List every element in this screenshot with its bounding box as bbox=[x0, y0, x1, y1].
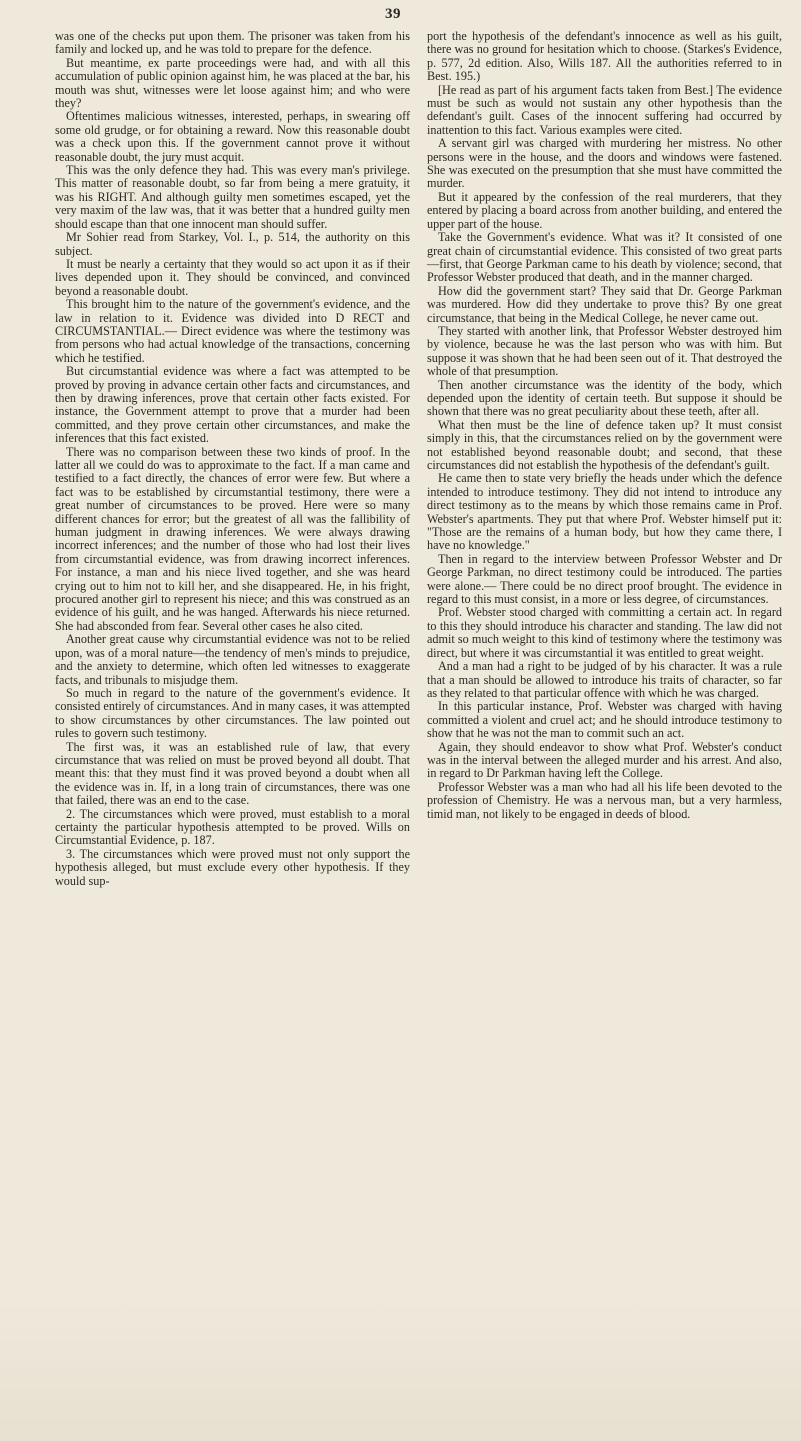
paragraph: How did the government start? They said that Dr. George Parkman was murdered. How did they undertake to prove this? By one great circumstance, that being in the Medical College, he never came out. bbox=[427, 283, 782, 325]
paragraph: The first was, it was an established rule of law, that every circumstance that was relied on must be proved beyond all doubt. That meant this: that they must find it was proved beyond a doubt when all the evidence was in. If, in a long train of circumstances, there was one that failed, there was an end to the case. bbox=[55, 739, 410, 808]
paragraph: There was no comparison between these two kinds of proof. In the latter all we could do was to approximate to the fact. If a man came and testified to a fact directly, the chances of error were few. But where a fact was to be established by circumstantial testimony, there were a great number of circumstances to be proved. Here were so many different chances for error; but the greatest of all was the fallibility of human judgment in drawing inferences. We were always drawing incorrect inferences; and the number of those who had lost their lives from circumstantial evidence, was from drawing incorrect inferences. For instance, a man and his niece lived together, and she was heard crying out to him not to kill her, and she disappeared. He, in his fright, procured another girl to represent his niece; and this was construed as an evidence of his guilt, and he was hanged. Afterwards his niece returned. She had absconded from fear. Several other cases he also cited. bbox=[55, 444, 410, 633]
paragraph: He came then to state very briefly the heads under which the defence intended to introduce testimony. They did not intend to introduce any direct testimony as to the means by which those remains came in Prof. Webster's apartments. They put that where Prof. Webster himself put it: "Those are the remains of a human body, but how they came there, I have no knowledge." bbox=[427, 471, 782, 553]
right-text-column bbox=[427, 30, 782, 821]
paragraph: It must be nearly a certainty that they would so act upon it as if their lives depended upon it. They should be convinced, and convinced beyond a reasonable doubt. bbox=[55, 256, 410, 298]
paragraph: And a man had a right to be judged of by his character. It was a rule that a man should be allowed to introduce his traits of character, so far as they related to that particular offence with which he was charged. bbox=[427, 659, 782, 700]
paragraph: A servant girl was charged with murdering her mistress. No other persons were in the house, and the doors and windows were fastened. She was executed on the presumption that she must have committed the murder. bbox=[427, 136, 782, 191]
paragraph: port the hypothesis of the defendant's innocence as well as his guilt, there was no ground for hesitation which to choose. (Starkes's Evidence, p. 577, 2d edition. Also, Wills 187. All the authorities referred to in Best. 195.) bbox=[427, 29, 782, 84]
paragraph: Again, they should endeavor to show what Prof. Webster's conduct was in the interval between the alleged murder and his arrest. And also, in regard to Dr Parkman having left the College. bbox=[427, 739, 782, 781]
paragraph: In this particular instance, Prof. Webster was charged with having committed a violent and cruel act; and he should introduce testimony to show that he was not the man to commit such an act. bbox=[427, 699, 782, 741]
page-number: 39 bbox=[385, 6, 401, 22]
paragraph: Prof. Webster stood charged with committing a certain act. In regard to this they should introduce his character and standing. The law did not admit so much weight to this kind of testimony where the testimony was direct, but where it was circumstantial it was entitled to great weight. bbox=[427, 605, 782, 660]
paragraph: So much in regard to the nature of the government's evidence. It consisted entirely of circumstances. And in many cases, it was attempted to show circumstances by other circumstances. The law pointed out rules to govern such testimony. bbox=[55, 685, 410, 741]
paragraph: Take the Government's evidence. What was it? It consisted of one great chain of circumstantial evidence. This consisted of two great parts—first, that George Parkman came to his death by violence; second, that Professor Webster produced that death, and in the manner charged. bbox=[427, 230, 782, 285]
paragraph: What then must be the line of defence taken up? It must consist simply in this, that the circumstances relied on by the government were not established beyond reasonable doubt; and second, that these circumstances did not establish the hypothesis of the defendant's guilt. bbox=[427, 417, 782, 472]
page-discoloration bbox=[0, 1301, 801, 1441]
paragraph: Then in regard to the interview between Professor Webster and Dr George Parkman, no direct testimony could be introduced. The parties were alone.— There could be no direct proof brought. The evidence in regard to this must consist, in a more or less degree, of circumstances. bbox=[427, 551, 782, 607]
paragraph: Oftentimes malicious witnesses, interested, perhaps, in swearing off some old grudge, or for obtaining a reward. Now this reasonable doubt was a check upon this. If the government cannot prove it without reasonable doubt, the jury must acquit. bbox=[55, 109, 410, 164]
paragraph: This was the only defence they had. This was every man's privilege. This matter of reasonable doubt, so far from being a mere gratuity, it was his RIGHT. And although guilty men sometimes escaped, yet the very maxim of the law was, that it was better that a hundred guilty men should escape than that one innocent man should suffer. bbox=[55, 163, 410, 231]
paragraph: Professor Webster was a man who had all his life been devoted to the profession of Chemistry. He was a nervous man, but a very harmless, timid man, not likely to be engaged in deeds of blood. bbox=[427, 779, 782, 821]
paragraph: But circumstantial evidence was where a fact was attempted to be proved by proving in advance certain other facts and circumstances, and then by drawing inferences, prove that certain other facts existed. For instance, the Government attempt to prove that a murder had been committed, and they prove certain other circumstances, and make the inferences that this fact existed. bbox=[55, 364, 410, 446]
paragraph: 3. The circumstances which were proved must not only support the hypothesis alleged, but must exclude every other hypothesis. If they would sup- bbox=[55, 846, 410, 888]
paragraph: But meantime, ex parte proceedings were had, and with all this accumulation of public opinion against him, he was placed at the bar, his mouth was shut, witnesses were let loose against him; and who were they? bbox=[55, 55, 410, 111]
paragraph: Then another circumstance was the identity of the body, which depended upon the identity of certain teeth. But suppose it should be shown that there was no great peculiarity about these teeth, after all. bbox=[427, 377, 782, 419]
paragraph: 2. The circumstances which were proved, must establish to a moral certainty the particular hypothesis attempted to be proved. Wills on Circumstantial Evidence, p. 187. bbox=[55, 806, 410, 848]
paragraph: [He read as part of his argument facts taken from Best.] The evidence must be such as would not sustain any other hypothesis than the defendant's guilt. Cases of the innocent suffering had occurred by inattention to this fact. Various examples were cited. bbox=[427, 82, 782, 137]
paragraph: They started with another link, that Professor Webster destroyed him by violence, because he was the last person who was with him. But suppose it was shown that he had been seen out of it. That destroyed the whole of that presumption. bbox=[427, 323, 782, 379]
paragraph: was one of the checks put upon them. The prisoner was taken from his family and locked up, and he was told to prepare for the defence. bbox=[55, 29, 410, 57]
left-text-column bbox=[55, 30, 410, 888]
paragraph: But it appeared by the confession of the real murderers, that they entered by placing a board across from another building, and entered the upper part of the house. bbox=[427, 189, 782, 231]
paragraph: This brought him to the nature of the government's evidence, and the law in relation to it. Evidence was divided into D RECT and CIRCUMSTANTIAL.— Direct evidence was where the testimony was from persons who had actual knowledge of the transactions, concerning which he testified. bbox=[55, 297, 410, 365]
paragraph: Mr Sohier read from Starkey, Vol. I., p. 514, the authority on this subject. bbox=[55, 230, 410, 258]
paragraph: Another great cause why circumstantial evidence was not to be relied upon, was of a moral nature—the tendency of men's minds to prejudice, and the anxiety to determine, which often led witnesses to exaggerate facts, and tribunals to misjudge them. bbox=[55, 632, 410, 687]
